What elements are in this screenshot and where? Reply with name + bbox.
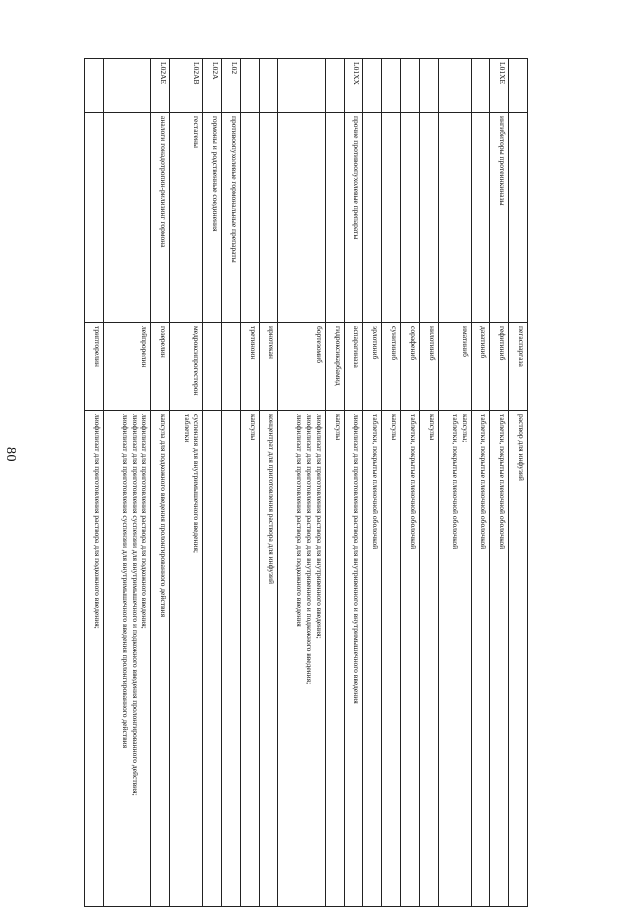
dosage-form-text: суспензия для внутримышечного введения; [192,414,202,554]
pharm-group-cell: прочие противоопухолевые препараты [344,113,363,323]
rotated-table-container [84,58,528,906]
drug-name-cell: нилотиниб [419,323,438,411]
dosage-form-text: капсулы [248,414,258,441]
dosage-form-text: таблетки, покрытые пленочной оболочкой [371,414,381,550]
atc-code-cell [85,59,104,113]
table-row [382,59,401,907]
atc-code-cell: L02 [222,59,241,113]
dosage-form-text: таблетки, покрытые пленочной оболочкой [408,414,418,550]
atc-code-cell [471,59,490,113]
drug-name-cell: сорафениб [401,323,420,411]
pharm-group-cell [471,113,490,323]
dosage-form-text: лиофилизат для приготовления раствора для внутривенного и подкожного введения; [305,414,315,685]
dosage-form-text: капсулы [390,414,400,441]
table-row [509,59,528,907]
pharm-group-cell: ингибиторы протеинкиназы [490,113,509,323]
dosage-form-cell [222,411,241,907]
dosage-form-text: лиофилизат для приготовления суспензии для внутримышечного введения пролонгированного действия [121,414,130,749]
dosage-form-text: капсулы; [460,414,470,443]
dosage-form-text: лиофилизат для приготовления раствора для подкожного введения; [140,414,150,629]
table-row [490,59,509,907]
dosage-form-text: раствор для инфузий [517,414,526,481]
atc-code-cell [325,59,344,113]
dosage-form-cell [382,411,401,907]
atc-code-cell [240,59,259,113]
atc-code-cell [438,59,471,113]
drug-name-cell: трипторелин [85,323,104,411]
dosage-form-cell [344,411,363,907]
drug-name-cell: эрлотиниб [363,323,382,411]
table-row [438,59,471,907]
atc-code-cell: L02A [203,59,222,113]
pharm-group-cell: гестагены [170,113,203,323]
drug-name-cell: ирнотекан [259,323,278,411]
drug-name-cell: аспарагиназа [344,323,363,411]
table-row [471,59,490,907]
atc-code-cell: L01XE [490,59,509,113]
dosage-form-cell [471,411,490,907]
atc-code-cell: L02AB [170,59,203,113]
drug-name-cell: гефитиниб [490,323,509,411]
dosage-form-cell [490,411,509,907]
drug-table-body [85,59,528,907]
drug-name-cell: сунитиниб [382,323,401,411]
table-row [104,59,152,907]
pharm-group-cell [104,113,152,323]
dosage-form-text: таблетки, покрытые пленочной оболочкой [479,414,489,550]
atc-code-cell [363,59,382,113]
atc-code-cell [509,59,528,113]
dosage-form-cell [104,411,152,907]
dosage-form-text: лиофилизат для приготовления раствора для подкожного введения [295,414,305,627]
pharm-group-cell: аналоги гонадотропин-рилизинг гормона [151,113,170,323]
dosage-form-text: капсула для подкожного введения пролонгированного действия [159,414,169,618]
drug-name-cell: медроксипрогестерон [170,323,203,411]
drug-name-cell [203,323,222,411]
pharm-group-cell [382,113,401,323]
drug-name-cell: гозерелин [151,323,170,411]
drug-name-cell: дазатиниб [471,323,490,411]
dosage-form-cell [240,411,259,907]
pharm-group-cell [438,113,471,323]
dosage-form-text: таблетки [182,414,192,443]
dosage-form-cell [325,411,344,907]
dosage-form-text: капсулы [333,414,343,441]
table-row [259,59,278,907]
drug-name-cell: бортезомиб [278,323,326,411]
pharm-group-cell: противоопухолевые гормональные препараты [222,113,241,323]
pharm-group-cell [240,113,259,323]
dosage-form-text: концентрат для приготовления раствора для инфузий [267,414,277,584]
dosage-form-text: лиофилизат для приготовления суспензии для внутримышечного и подкожного введения пролонгированного действия; [130,414,140,796]
pharm-group-cell [401,113,420,323]
pharm-group-cell: гормоны и родственные соединения [203,113,222,323]
dosage-form-cell [401,411,420,907]
drug-name-cell: гидроксикарбамид [325,323,344,411]
table-row [85,59,104,907]
dosage-form-text: таблетки, покрытые пленочной оболочкой [498,414,508,550]
dosage-form-cell [170,411,203,907]
page-number: 80 [3,447,18,462]
dosage-form-cell [85,411,104,907]
dosage-form-text: лиофилизат для приготовления раствора для внутривенного введения; [314,414,324,639]
drug-name-cell: пегаспаргаза [509,323,528,411]
table-row [151,59,170,907]
dosage-form-cell [203,411,222,907]
table-row [419,59,438,907]
dosage-form-cell [259,411,278,907]
dosage-form-cell [278,411,326,907]
table-row [222,59,241,907]
dosage-form-text: лиофилизат для приготовления раствора для подкожного введения; [93,414,102,629]
atc-code-cell [419,59,438,113]
table-row [325,59,344,907]
dosage-form-text: капсулы [427,414,437,441]
dosage-form-cell [419,411,438,907]
atc-code-cell: L02AE [151,59,170,113]
drug-name-cell: лейпрорелин [104,323,152,411]
table-row [401,59,420,907]
atc-code-cell [259,59,278,113]
drug-table [84,58,528,907]
pharm-group-cell [278,113,326,323]
atc-code-cell: L01XX [344,59,363,113]
table-row [170,59,203,907]
dosage-form-cell [509,411,528,907]
atc-code-cell [401,59,420,113]
pharm-group-cell [509,113,528,323]
pharm-group-cell [85,113,104,323]
pharm-group-cell [419,113,438,323]
table-row [278,59,326,907]
drug-name-cell [222,323,241,411]
dosage-form-cell [151,411,170,907]
drug-name-cell: третиноин [240,323,259,411]
atc-code-cell [104,59,152,113]
dosage-form-cell [438,411,471,907]
table-row [363,59,382,907]
dosage-form-cell [363,411,382,907]
pharm-group-cell [363,113,382,323]
atc-code-cell [278,59,326,113]
drug-name-cell: иматиниб [438,323,471,411]
pharm-group-cell [325,113,344,323]
table-row [203,59,222,907]
dosage-form-text: лиофилизат для приготовления раствора для внутривенного и внутримышечного введения [352,414,362,704]
dosage-form-text: таблетки, покрытые пленочной оболочкой [450,414,460,550]
pharm-group-cell [259,113,278,323]
table-row [240,59,259,907]
atc-code-cell [382,59,401,113]
table-row [344,59,363,907]
